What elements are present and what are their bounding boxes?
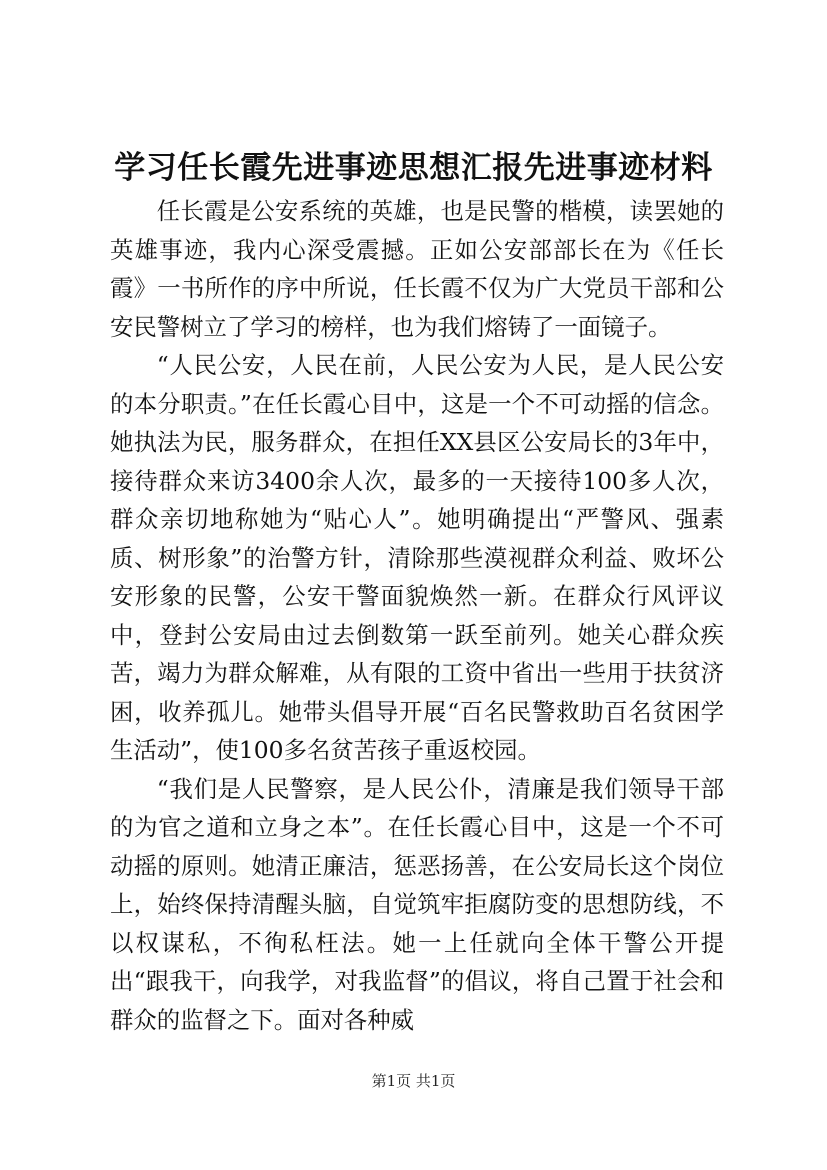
paragraph-2: “人民公安，人民在前，人民公安为人民，是人民公安的本分职责。”在任长霞心目中，这是一个不可动摇的信念。她执法为民，服务群众，在担任XX县区公安局长的3年中，接待群众来访3400余人次，最多的一天接待100多人次，群众亲切地称她为“贴心人”。她明确提出“严警风、强素质、树形象”的治警方针，清除那些漠视群众利益、败坏公安形象的民警，公安干警面貌焕然一新。在群众行风评议中，登封公安局由过去倒数第一跃至前列。她关心群众疾苦，竭力为群众解难，从有限的工资中省出一些用于扶贫济困，收养孤儿。她带头倡导开展“百名民警救助百名贫困学生活动”，使100多名贫苦孩子重返校园。 bbox=[110, 351, 724, 764]
paragraph-1: 任长霞是公安系统的英雄，也是民警的楷模，读罢她的英雄事迹，我内心深受震撼。正如公安部部长在为《任长霞》一书所作的序中所说，任长霞不仅为广大党员干部和公安民警树立了学习的榜样，也为我们熔铸了一面镜子。 bbox=[110, 197, 724, 341]
document-title: 学习任长霞先进事迹思想汇报先进事迹材料 bbox=[114, 150, 713, 186]
paragraph-3: “我们是人民警察，是人民公仆，清廉是我们领导干部的为官之道和立身之本”。在任长霞心目中，这是一个不可动摇的原则。她清正廉洁，惩恶扬善，在公安局长这个岗位上，始终保持清醒头脑，自觉筑牢拒腐防变的思想防线，不以权谋私，不徇私枉法。她一上任就向全体干警公开提出“跟我干，向我学，对我监督”的倡议，将自己置于社会和群众的监督之下。面对各种威 bbox=[110, 774, 724, 1034]
document-body bbox=[110, 192, 724, 1039]
page-number-footer: 第1页 共1页 bbox=[371, 1072, 456, 1090]
